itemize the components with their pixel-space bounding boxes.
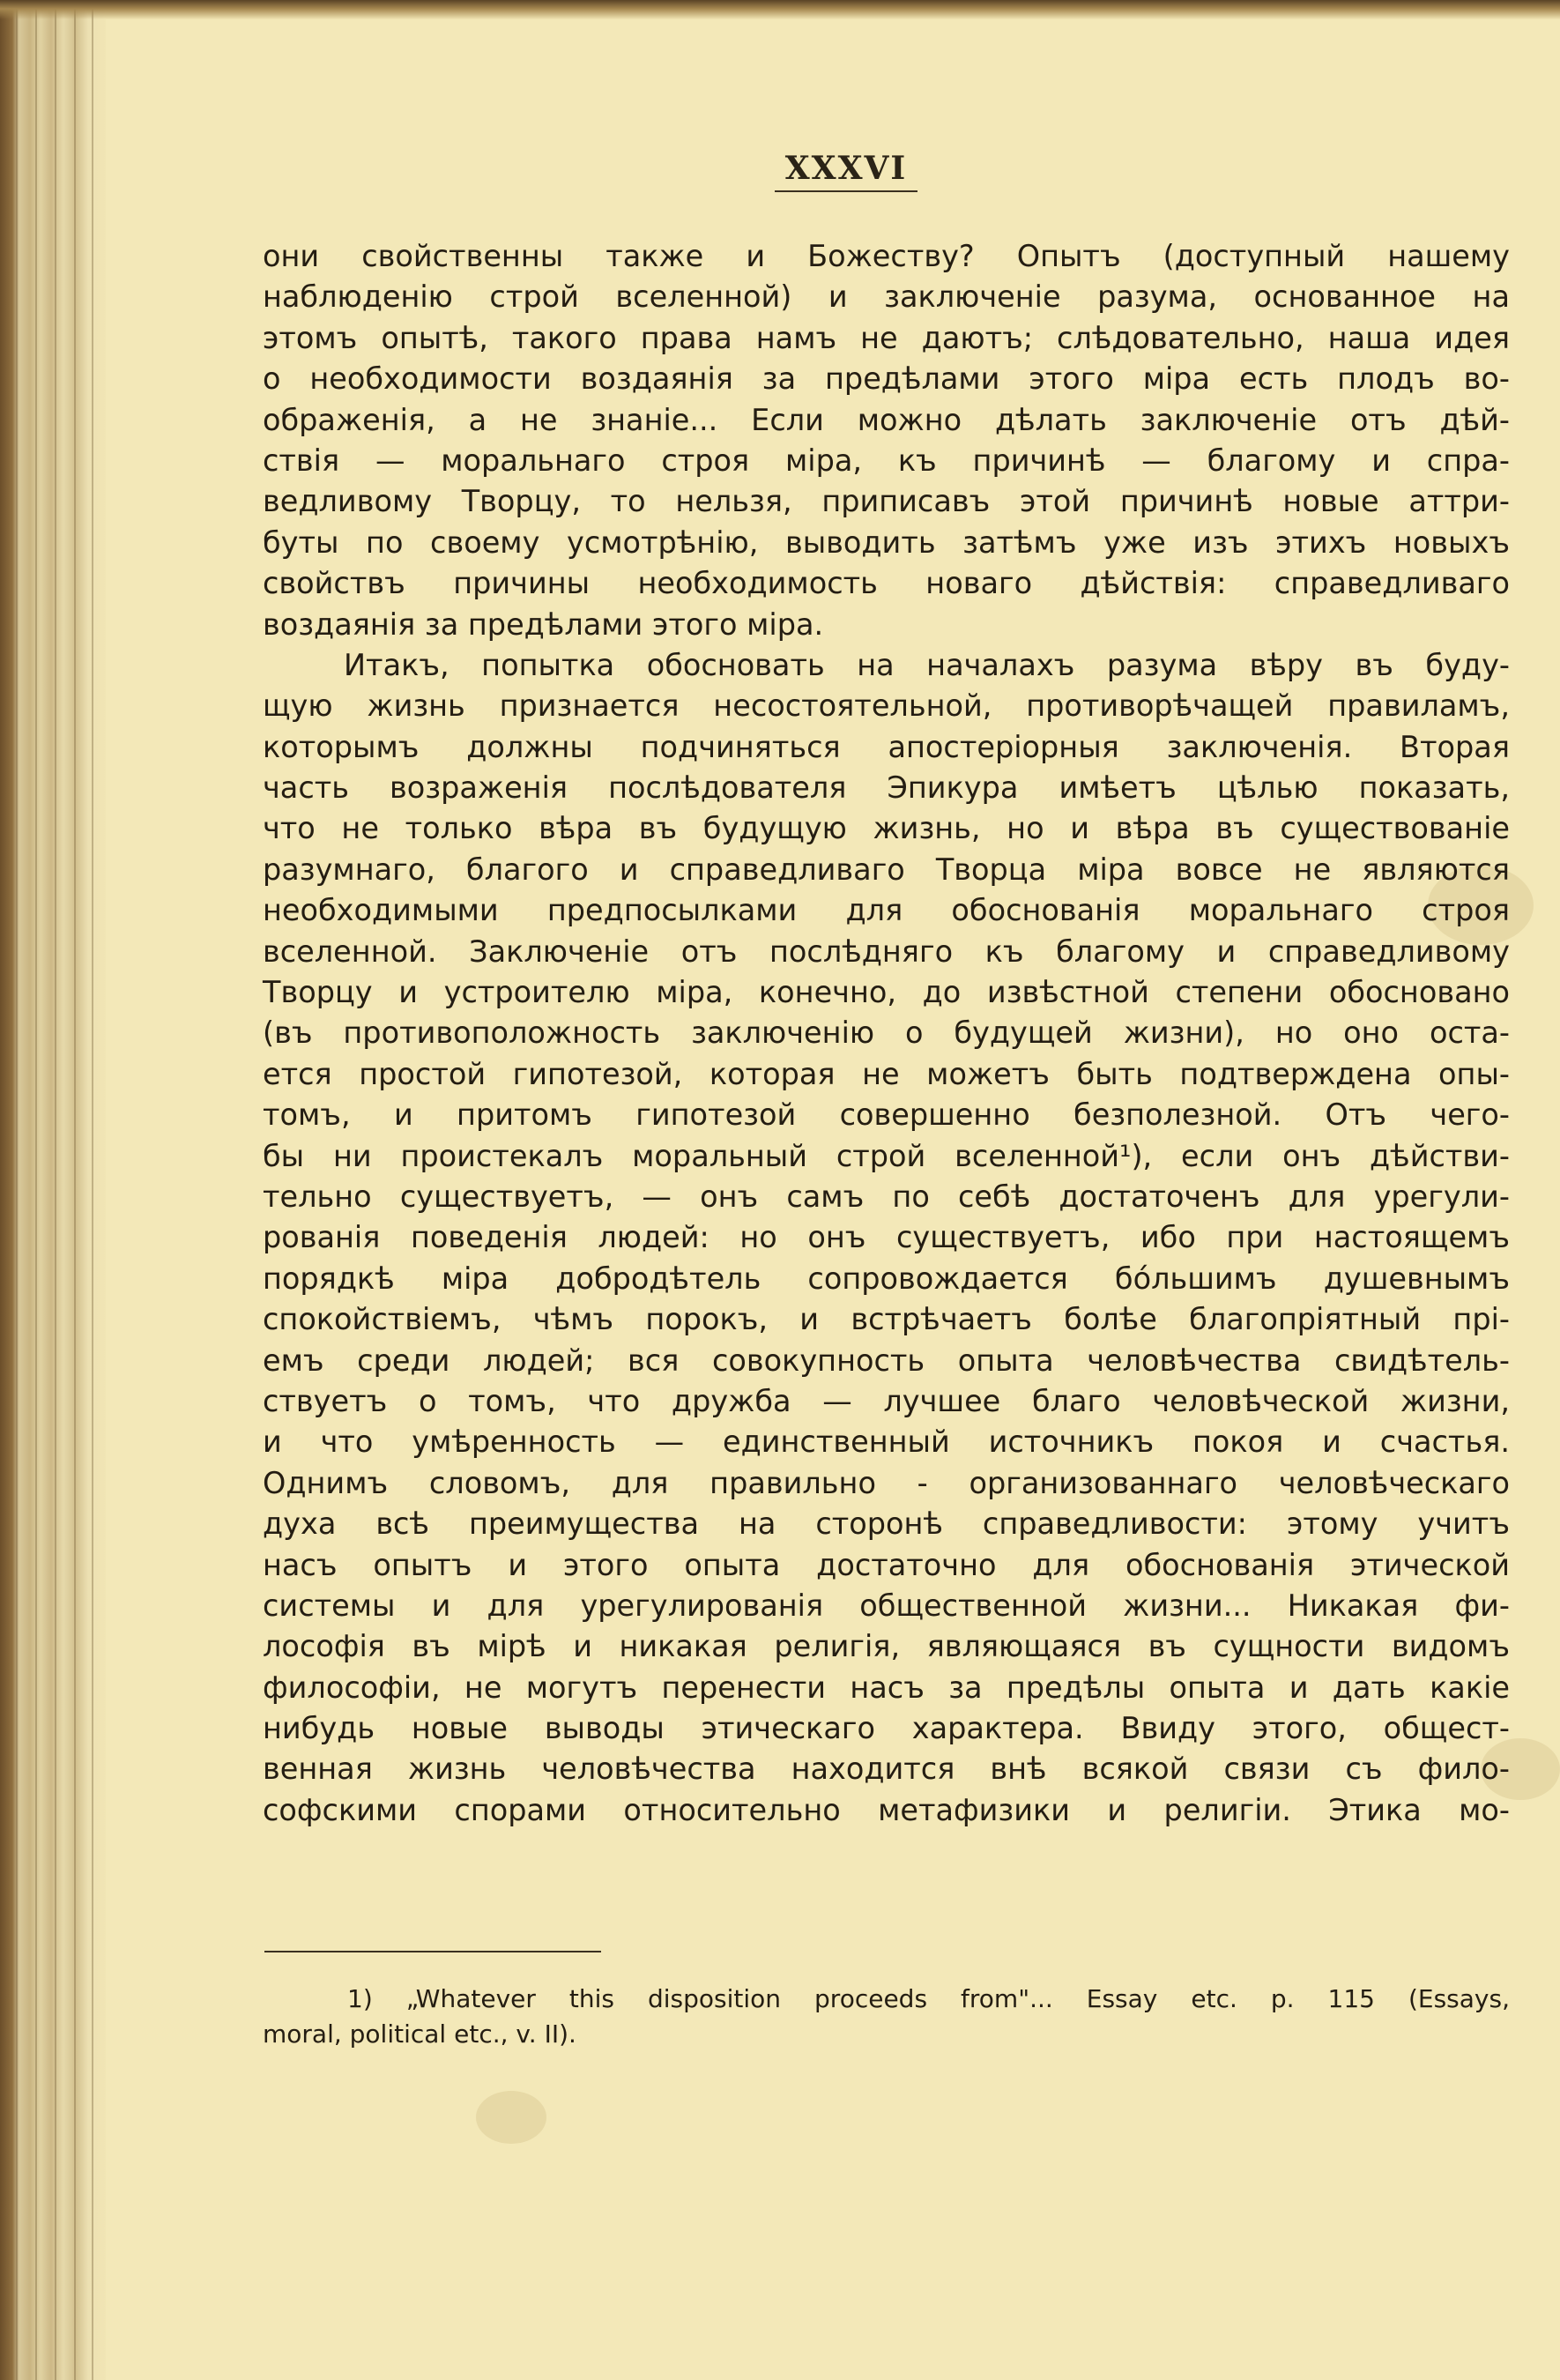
text-line: этомъ опытѣ, такого права намъ не даютъ; слѣдовательно, наша идея <box>263 320 1510 355</box>
text-line: ствуетъ о томъ, что дружба — лучшее благо человѣческой жизни, <box>263 1383 1510 1418</box>
text-line: лософія въ мірѣ и никакая религія, являющаяся въ сущности видомъ <box>263 1629 1510 1664</box>
text-line: что не только вѣра въ будущую жизнь, но и вѣра въ существованіе <box>263 811 1510 846</box>
text-line: разумнаго, благого и справедливаго Творца міра вовсе не являются <box>263 852 1510 887</box>
text-line: которымъ должны подчиняться апостеріорныя заключенія. Вторая <box>263 729 1510 764</box>
page-edge-line <box>55 0 56 2380</box>
text-line: ображенія, а не знаніе... Если можно дѣлать заключеніе отъ дѣй- <box>263 402 1510 437</box>
body-text <box>263 236 1510 1831</box>
text-line: нибудь новые выводы этическаго характера. Ввиду этого, общест- <box>263 1711 1510 1746</box>
page-number: XXXVI <box>775 150 918 192</box>
text-line: емъ среди людей; вся совокупность опыта человѣчества свидѣтель- <box>263 1342 1510 1378</box>
text-line: рованія поведенія людей: но онъ существуетъ, ибо при настоящемъ <box>263 1220 1510 1255</box>
text-line: часть возраженія послѣдователя Эпикура имѣетъ цѣлью показать, <box>263 770 1510 806</box>
text-line: томъ, и притомъ гипотезой совершенно безполезной. Отъ чего- <box>263 1097 1510 1133</box>
footnote-separator <box>264 1951 601 1952</box>
page-edge-line <box>92 0 93 2380</box>
text-line: Творцу и устроителю міра, конечно, до извѣстной степени обосновано <box>263 975 1510 1010</box>
text-line: системы и для урегулированія общественной жизни... Никакая фи- <box>263 1588 1510 1623</box>
text-line: вселенной. Заключеніе отъ послѣдняго къ благому и справедливому <box>263 933 1510 969</box>
text-line: тельно существуетъ, — онъ самъ по себѣ достаточенъ для урегули- <box>263 1179 1510 1214</box>
footnote-line: moral, political etc., v. II). <box>263 2019 576 2049</box>
footnote-line: 1) „Whatever this disposition proceeds from"... Essay etc. p. 115 (Essays, <box>347 1984 1510 2013</box>
text-line: порядкѣ міра добродѣтель сопровождается бо́льшимъ душевнымъ <box>263 1261 1510 1296</box>
top-edge-shadow <box>0 0 1560 19</box>
page-edge-line <box>74 0 76 2380</box>
book-gutter <box>0 0 106 2380</box>
text-line: насъ опытъ и этого опыта достаточно для обоснованія этической <box>263 1547 1510 1582</box>
footnote <box>263 1982 1510 2052</box>
text-line: воздаянія за предѣлами этого міра. <box>263 606 824 642</box>
text-line: щую жизнь признается несостоятельной, противорѣчащей правиламъ, <box>263 688 1510 724</box>
text-line: ется простой гипотезой, которая не можетъ быть подтверждена опы- <box>263 1056 1510 1091</box>
text-line: софскими спорами относительно метафизики и религіи. Этика мо- <box>263 1792 1510 1827</box>
page-header <box>0 150 1560 192</box>
page-edge-line <box>16 0 18 2380</box>
text-line: буты по своему усмотрѣнію, выводить затѣмъ уже изъ этихъ новыхъ <box>263 524 1510 560</box>
text-line: спокойствіемъ, чѣмъ порокъ, и встрѣчаетъ болѣе благопріятный прі- <box>263 1302 1510 1337</box>
text-line: венная жизнь человѣчества находится внѣ всякой связи съ фило- <box>263 1752 1510 1787</box>
text-line: ствія — моральнаго строя міра, къ причинѣ — благому и спра- <box>263 443 1510 478</box>
text-line: они свойственны также и Божеству? Опытъ (доступный нашему <box>263 239 1510 273</box>
text-line: и что умѣренность — единственный источникъ покоя и счастья. <box>263 1424 1510 1460</box>
text-line: (въ противоположность заключенію о будущей жизни), но оно оста- <box>263 1015 1510 1051</box>
page-edge-line <box>35 0 37 2380</box>
text-line: духа всѣ преимущества на сторонѣ справедливости: этому учитъ <box>263 1506 1510 1542</box>
text-line: ведливому Творцу, то нельзя, приписавъ этой причинѣ новые аттри- <box>263 484 1510 519</box>
paper-stain <box>476 2091 546 2144</box>
text-line: философіи, не могутъ перенести насъ за предѣлы опыта и дать какіе <box>263 1670 1510 1705</box>
text-line: свойствъ причины необходимость новаго дѣйствія: справедливаго <box>263 566 1510 601</box>
text-line: о необходимости воздаянія за предѣлами этого міра есть плодъ во- <box>263 361 1510 397</box>
text-line: наблюденію строй вселенной) и заключеніе разума, основанное на <box>263 279 1510 315</box>
text-line: бы ни проистекалъ моральный строй вселенной¹), если онъ дѣйстви- <box>263 1138 1510 1173</box>
text-line: Однимъ словомъ, для правильно - организованнаго человѣческаго <box>263 1465 1510 1500</box>
text-line-paragraph-start: Итакъ, попытка обосновать на началахъ разума вѣру въ буду- <box>344 647 1510 682</box>
text-line: необходимыми предпосылками для обоснованія моральнаго строя <box>263 893 1510 928</box>
